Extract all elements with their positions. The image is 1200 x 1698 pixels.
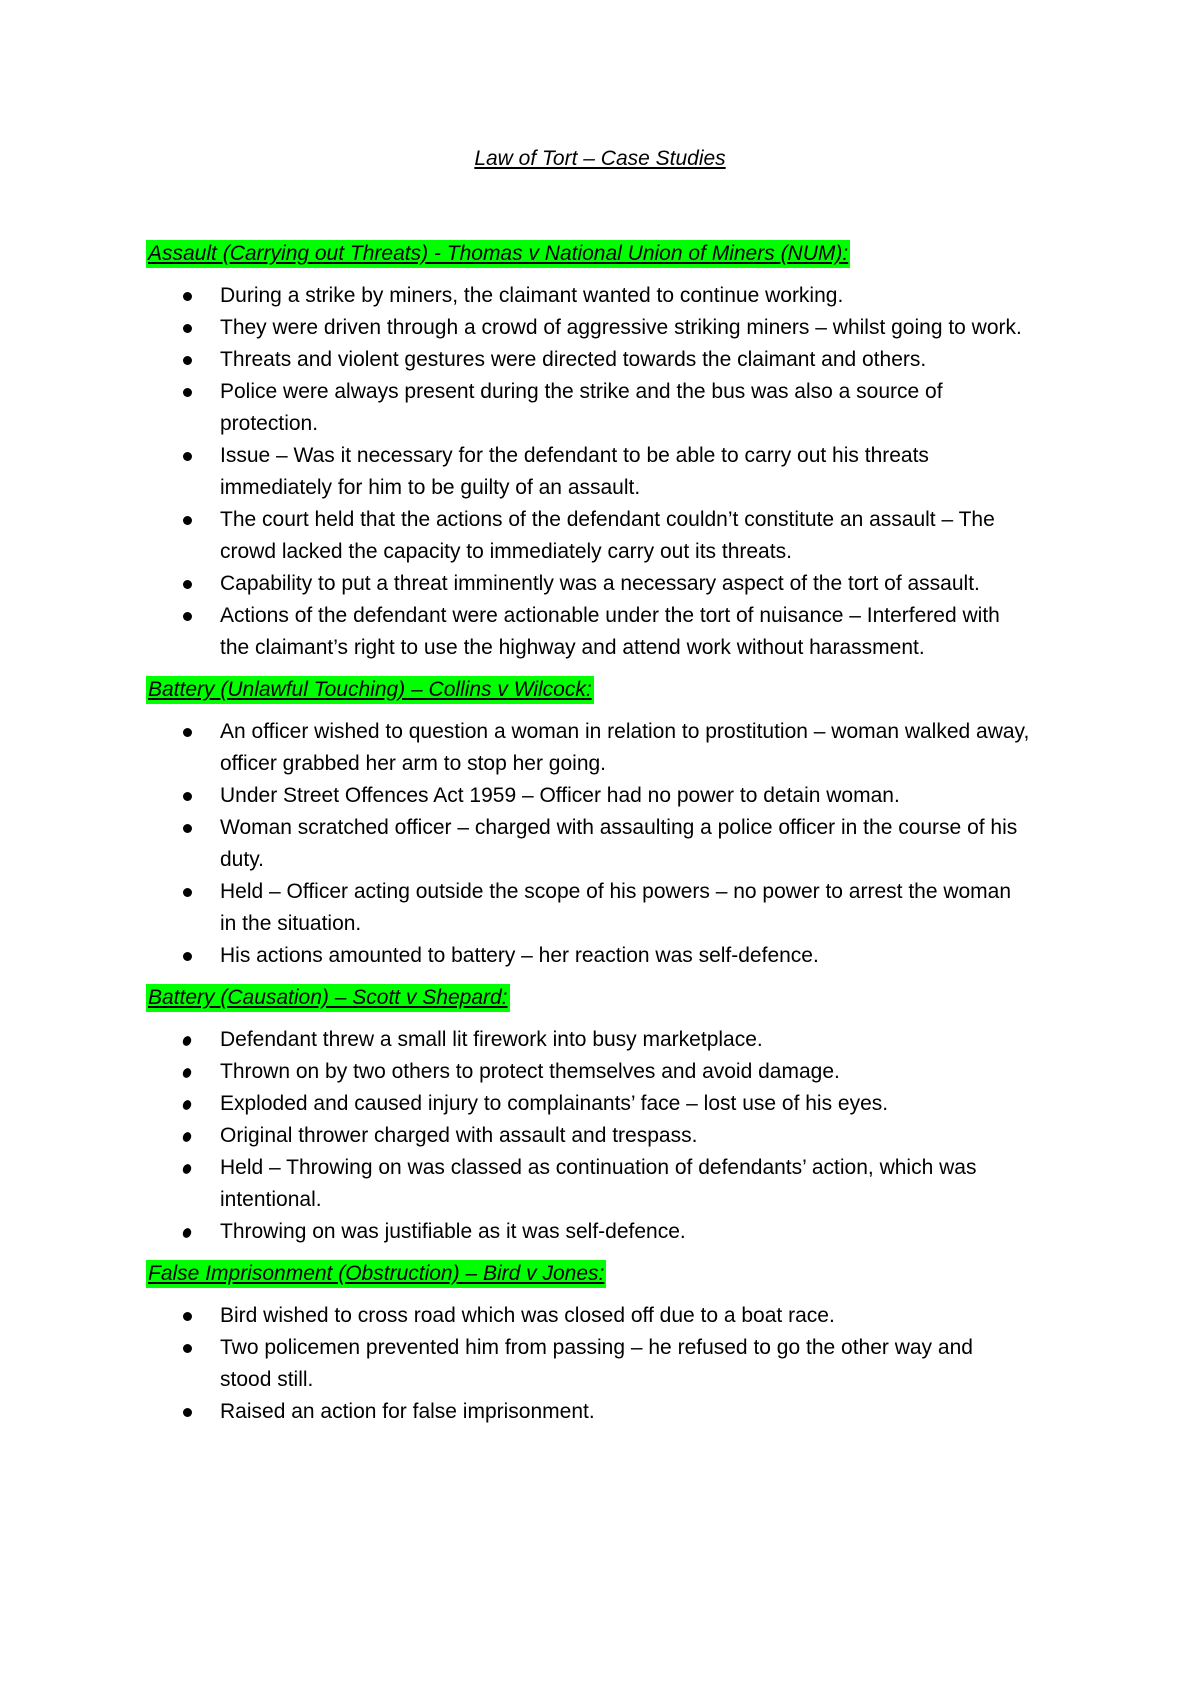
- list-item-text: Thrown on by two others to protect themselves and avoid damage.: [220, 1060, 840, 1083]
- list-item: [146, 1152, 1030, 1216]
- bullet-icon: [183, 324, 192, 333]
- bullet-icon: [183, 580, 192, 589]
- section-heading: Battery (Unlawful Touching) – Collins v Wilcock:: [146, 676, 594, 704]
- bullet-list: [146, 1300, 1076, 1428]
- list-item-text: An officer wished to question a woman in relation to prostitution – woman walked away, officer grabbed her arm to stop her going.: [220, 720, 1030, 775]
- bullet-list: [146, 716, 1076, 972]
- bullet-icon: [183, 356, 192, 365]
- bullet-icon: [183, 292, 192, 301]
- bullet-icon: [181, 1227, 193, 1240]
- list-item: [146, 716, 1030, 780]
- bullet-icon: [183, 1408, 192, 1417]
- bullet-icon: [181, 1035, 193, 1048]
- document-title: Law of Tort – Case Studies: [474, 147, 726, 170]
- list-item: [146, 312, 1030, 344]
- bullet-icon: [181, 1067, 193, 1080]
- case-section-bird-v-jones: [146, 1260, 1076, 1428]
- list-item: [146, 1088, 1030, 1120]
- bullet-list: [146, 1024, 1076, 1248]
- list-item-text: Woman scratched officer – charged with assaulting a police officer in the course of his duty.: [220, 816, 1018, 871]
- section-heading: False Imprisonment (Obstruction) – Bird v Jones:: [146, 1260, 606, 1288]
- list-item-text: Threats and violent gestures were directed towards the claimant and others.: [220, 348, 927, 371]
- bullet-icon: [183, 388, 192, 397]
- bullet-icon: [183, 452, 192, 461]
- list-item: [146, 1300, 1030, 1332]
- bullet-list: [146, 280, 1076, 664]
- list-item: [146, 1216, 1030, 1248]
- list-item: [146, 1024, 1030, 1056]
- bullet-icon: [183, 1312, 192, 1321]
- list-item-text: His actions amounted to battery – her reaction was self-defence.: [220, 944, 819, 967]
- list-item: [146, 1332, 1030, 1396]
- bullet-icon: [181, 1131, 193, 1144]
- bullet-icon: [183, 792, 192, 801]
- list-item-text: Defendant threw a small lit firework into busy marketplace.: [220, 1028, 763, 1051]
- bullet-icon: [181, 1163, 193, 1176]
- list-item: [146, 1056, 1030, 1088]
- section-heading: Assault (Carrying out Threats) - Thomas v National Union of Miners (NUM):: [146, 240, 850, 268]
- list-item-text: Under Street Offences Act 1959 – Officer had no power to detain woman.: [220, 784, 900, 807]
- list-item-text: They were driven through a crowd of aggressive striking miners – whilst going to work.: [220, 316, 1022, 339]
- bullet-icon: [181, 1099, 193, 1112]
- bullet-icon: [183, 1344, 192, 1353]
- list-item-text: Throwing on was justifiable as it was self-defence.: [220, 1220, 686, 1243]
- list-item-text: Police were always present during the strike and the bus was also a source of protection.: [220, 380, 943, 435]
- list-item-text: Actions of the defendant were actionable under the tort of nuisance – Interfered with the claimant’s right to use the highway and attend work without harassment.: [220, 604, 1000, 659]
- list-item: [146, 280, 1030, 312]
- list-item-text: Issue – Was it necessary for the defendant to be able to carry out his threats immediately for him to be guilty of an assault.: [220, 444, 929, 499]
- list-item: [146, 344, 1030, 376]
- list-item: [146, 940, 1030, 972]
- list-item: [146, 600, 1030, 664]
- case-section-thomas-v-num: [146, 240, 1076, 664]
- section-heading: Battery (Causation) – Scott v Shepard:: [146, 984, 510, 1012]
- list-item-text: Held – Throwing on was classed as continuation of defendants’ action, which was intentional.: [220, 1156, 977, 1211]
- list-item: [146, 876, 1030, 940]
- list-item: [146, 812, 1030, 876]
- list-item: [146, 504, 1030, 568]
- list-item: [146, 1120, 1030, 1152]
- list-item-text: Two policemen prevented him from passing – he refused to go the other way and stood still.: [220, 1336, 973, 1391]
- bullet-icon: [183, 952, 192, 961]
- case-section-scott-v-shepard: [146, 984, 1076, 1248]
- list-item-text: Exploded and caused injury to complainants’ face – lost use of his eyes.: [220, 1092, 889, 1115]
- list-item: [146, 440, 1030, 504]
- list-item: [146, 568, 1030, 600]
- bullet-icon: [183, 824, 192, 833]
- document-body: [146, 240, 1076, 1440]
- list-item-text: During a strike by miners, the claimant wanted to continue working.: [220, 284, 844, 307]
- bullet-icon: [183, 612, 192, 621]
- list-item-text: Raised an action for false imprisonment.: [220, 1400, 595, 1423]
- list-item: [146, 1396, 1030, 1428]
- bullet-icon: [183, 728, 192, 737]
- list-item: [146, 376, 1030, 440]
- list-item-text: Bird wished to cross road which was closed off due to a boat race.: [220, 1304, 835, 1327]
- bullet-icon: [183, 888, 192, 897]
- list-item: [146, 780, 1030, 812]
- bullet-icon: [183, 516, 192, 525]
- list-item-text: Original thrower charged with assault and trespass.: [220, 1124, 698, 1147]
- list-item-text: The court held that the actions of the defendant couldn’t constitute an assault – The crowd lacked the capacity to immediately carry out its threats.: [220, 508, 995, 563]
- case-section-collins-v-wilcock: [146, 676, 1076, 972]
- list-item-text: Held – Officer acting outside the scope of his powers – no power to arrest the woman in the situation.: [220, 880, 1012, 935]
- list-item-text: Capability to put a threat imminently was a necessary aspect of the tort of assault.: [220, 572, 980, 595]
